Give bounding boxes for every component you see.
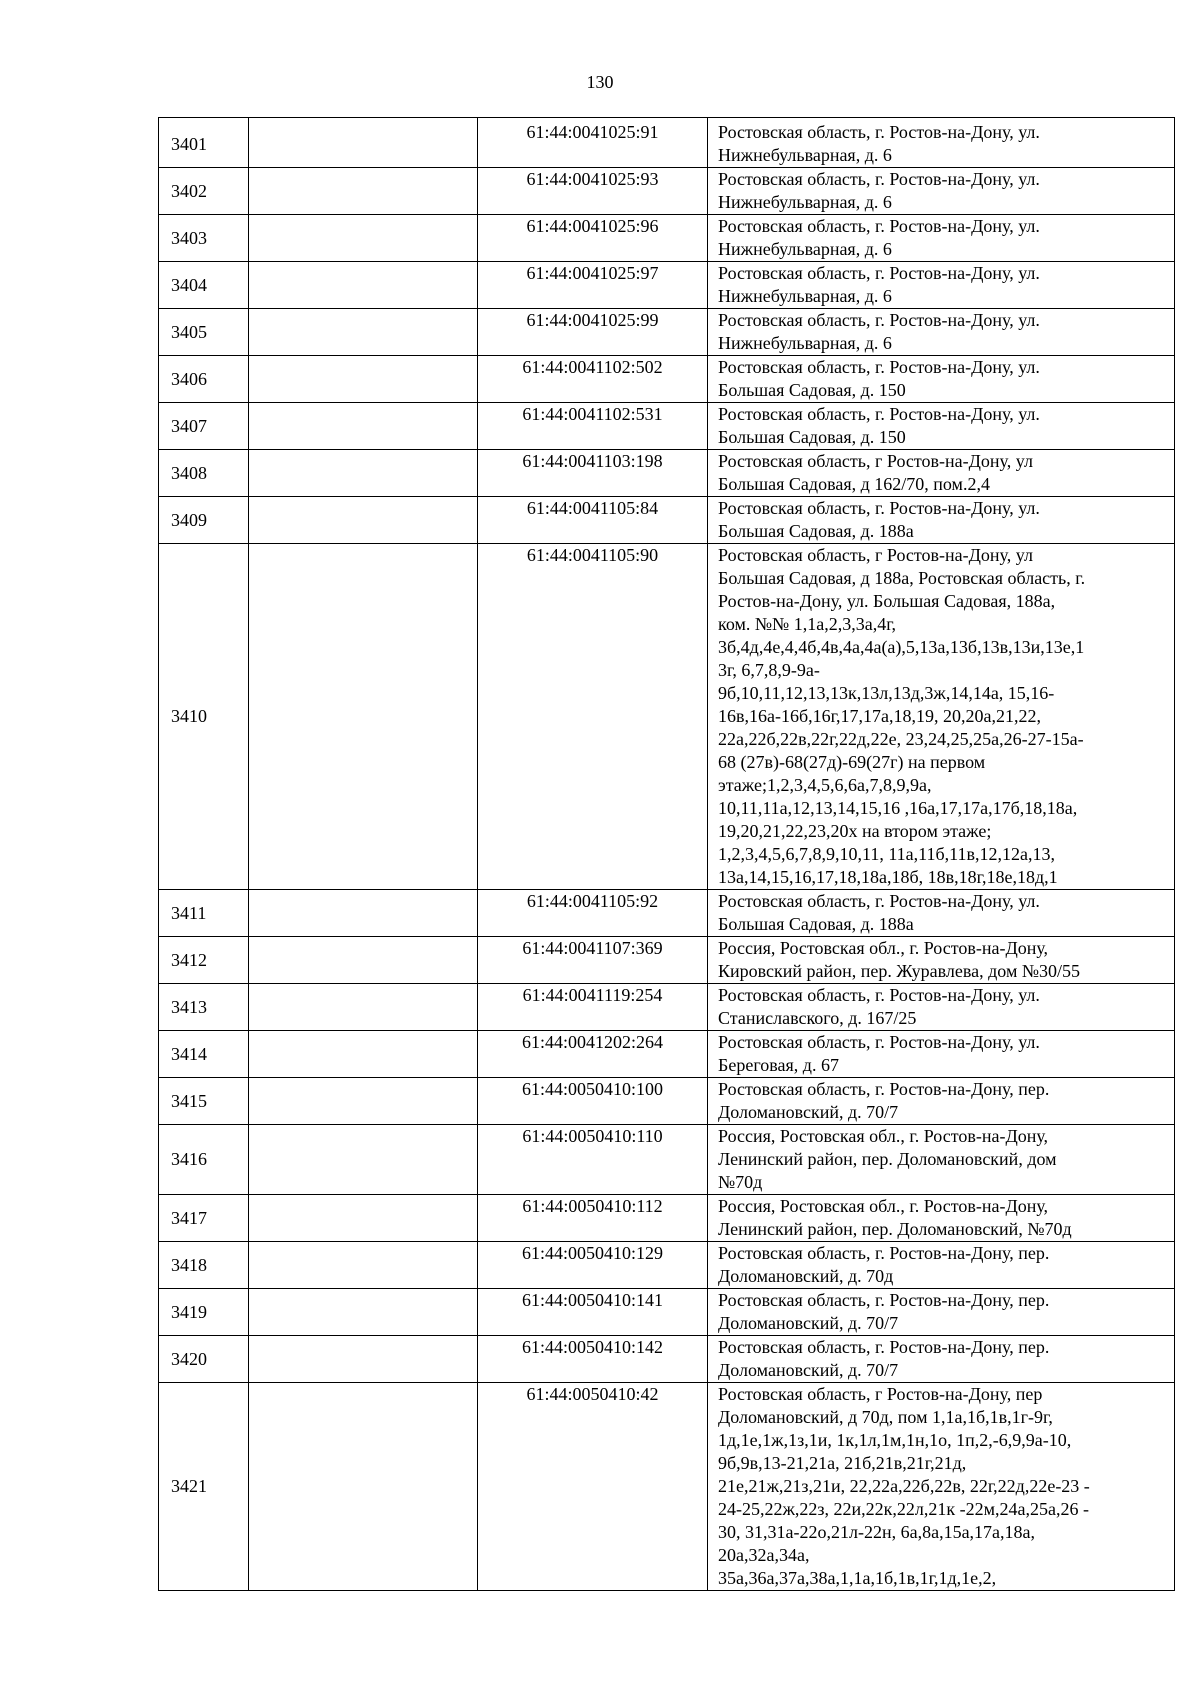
- empty-cell: [249, 497, 478, 544]
- table-row: [159, 1383, 1175, 1591]
- address-line: Ростовская область, г. Ростов-на-Дону, пер.: [718, 1243, 1050, 1263]
- address-line: Ростовская область, г. Ростов-на-Дону, ул.: [718, 985, 1040, 1005]
- address-line: Береговая, д. 67: [718, 1055, 839, 1075]
- address-cell: [708, 309, 1175, 356]
- address-line: Доломановский, д. 70д: [718, 1266, 894, 1286]
- row-number: 3401: [159, 118, 249, 168]
- address-line: Россия, Ростовская обл., г. Ростов-на-Дону,: [718, 938, 1049, 958]
- cadastral-number: 61:44:0041202:264: [478, 1031, 708, 1078]
- table-row: [159, 118, 1175, 168]
- address-line: Доломановский, д. 70/7: [718, 1360, 899, 1380]
- empty-cell: [249, 544, 478, 890]
- address-cell: [708, 215, 1175, 262]
- address-line: Ростовская область, г Ростов-на-Дону, ул: [718, 451, 1033, 471]
- row-number: 3405: [159, 309, 249, 356]
- table-row: [159, 1125, 1175, 1195]
- address-line: Россия, Ростовская обл., г. Ростов-на-Дону,: [718, 1196, 1049, 1216]
- row-number: 3411: [159, 890, 249, 937]
- row-number: 3419: [159, 1289, 249, 1336]
- row-number: 3413: [159, 984, 249, 1031]
- cadastral-number: 61:44:0041025:93: [478, 168, 708, 215]
- address-line: 19,20,21,22,23,20х на втором этаже;: [718, 821, 992, 841]
- address-line: 22а,22б,22в,22г,22д,22е, 23,24,25,25а,26-27-15а-: [718, 729, 1084, 749]
- cadastral-number: 61:44:0050410:42: [478, 1383, 708, 1591]
- cadastral-number: 61:44:0050410:142: [478, 1336, 708, 1383]
- address-line: Ростовская область, г. Ростов-на-Дону, пер.: [718, 1290, 1050, 1310]
- address-line: Ростовская область, г. Ростов-на-Дону, ул.: [718, 310, 1040, 330]
- table-row: [159, 1242, 1175, 1289]
- address-cell: [708, 403, 1175, 450]
- address-line: Ростовская область, г Ростов-на-Дону, пер: [718, 1384, 1043, 1404]
- cadastral-number: 61:44:0050410:129: [478, 1242, 708, 1289]
- page-number: 130: [586, 72, 614, 92]
- address-cell: [708, 937, 1175, 984]
- row-number: 3406: [159, 356, 249, 403]
- empty-cell: [249, 450, 478, 497]
- address-cell: [708, 1242, 1175, 1289]
- cadastral-number: 61:44:0041025:91: [478, 118, 708, 168]
- address-line: Ростовская область, г. Ростов-на-Дону, ул.: [718, 404, 1040, 424]
- address-line: Нижнебульварная, д. 6: [718, 239, 892, 259]
- address-line: Ростовская область, г. Ростов-на-Дону, ул.: [718, 891, 1040, 911]
- address-cell: [708, 1383, 1175, 1591]
- table-row: [159, 1078, 1175, 1125]
- empty-cell: [249, 1195, 478, 1242]
- row-number: 3420: [159, 1336, 249, 1383]
- cadastral-number: 61:44:0050410:110: [478, 1125, 708, 1195]
- address-line: Станиславского, д. 167/25: [718, 1008, 917, 1028]
- address-line: Большая Садовая, д 188а, Ростовская область, г.: [718, 568, 1086, 588]
- empty-cell: [249, 984, 478, 1031]
- address-line: Кировский район, пер. Журавлева, дом №30/55: [718, 961, 1081, 981]
- address-line: №70д: [718, 1172, 763, 1192]
- address-line: Нижнебульварная, д. 6: [718, 333, 892, 353]
- table-row: [159, 168, 1175, 215]
- empty-cell: [249, 1031, 478, 1078]
- empty-cell: [249, 1336, 478, 1383]
- address-cell: [708, 1289, 1175, 1336]
- address-line: Большая Садовая, д. 188а: [718, 914, 914, 934]
- address-line: Ростовская область, г. Ростов-на-Дону, ул.: [718, 216, 1040, 236]
- row-number: 3416: [159, 1125, 249, 1195]
- empty-cell: [249, 262, 478, 309]
- table-row: [159, 890, 1175, 937]
- cadastral-number: 61:44:0041105:84: [478, 497, 708, 544]
- empty-cell: [249, 937, 478, 984]
- address-line: Ростовская область, г. Ростов-на-Дону, пер.: [718, 1337, 1050, 1357]
- address-line: Ростов-на-Дону, ул. Большая Садовая, 188а,: [718, 591, 1056, 611]
- empty-cell: [249, 1383, 478, 1591]
- address-cell: [708, 1336, 1175, 1383]
- table-row: [159, 937, 1175, 984]
- address-line: 13а,14,15,16,17,18,18а,18б, 18в,18г,18е,18д,1: [718, 867, 1058, 887]
- table-row: [159, 309, 1175, 356]
- address-line: 68 (27в)-68(27д)-69(27г) на первом: [718, 752, 986, 772]
- row-number: 3410: [159, 544, 249, 890]
- table-row: [159, 403, 1175, 450]
- row-number: 3403: [159, 215, 249, 262]
- row-number: 3402: [159, 168, 249, 215]
- empty-cell: [249, 215, 478, 262]
- address-line: Ростовская область, г. Ростов-на-Дону, ул.: [718, 357, 1040, 377]
- empty-cell: [249, 1125, 478, 1195]
- address-line: Россия, Ростовская обл., г. Ростов-на-Дону,: [718, 1126, 1049, 1146]
- address-line: Доломановский, д 70д, пом 1,1а,1б,1в,1г-9г,: [718, 1407, 1053, 1427]
- address-line: Ростовская область, г. Ростов-на-Дону, ул.: [718, 1032, 1040, 1052]
- cadastral-number: 61:44:0041102:531: [478, 403, 708, 450]
- empty-cell: [249, 168, 478, 215]
- address-line: Ростовская область, г. Ростов-на-Дону, пер.: [718, 1079, 1050, 1099]
- address-line: Доломановский, д. 70/7: [718, 1102, 899, 1122]
- row-number: 3414: [159, 1031, 249, 1078]
- address-line: 30, 31,31а-22о,21л-22н, 6а,8а,15а,17а,18а,: [718, 1522, 1036, 1542]
- table-row: [159, 215, 1175, 262]
- address-line: 21е,21ж,21з,21и, 22,22а,22б,22в, 22г,22д,22е-23 -: [718, 1476, 1090, 1496]
- address-cell: [708, 118, 1175, 168]
- address-cell: [708, 262, 1175, 309]
- address-line: Большая Садовая, д. 150: [718, 380, 906, 400]
- table-row: [159, 497, 1175, 544]
- address-line: Ростовская область, г. Ростов-на-Дону, ул.: [718, 263, 1040, 283]
- address-cell: [708, 356, 1175, 403]
- cadastral-number: 61:44:0050410:112: [478, 1195, 708, 1242]
- address-line: 16в,16а-16б,16г,17,17а,18,19, 20,20а,21,22,: [718, 706, 1041, 726]
- cadastral-number: 61:44:0041119:254: [478, 984, 708, 1031]
- row-number: 3409: [159, 497, 249, 544]
- address-line: Ростовская область, г. Ростов-на-Дону, ул.: [718, 169, 1040, 189]
- address-line: Большая Садовая, д 162/70, пом.2,4: [718, 474, 990, 494]
- row-number: 3407: [159, 403, 249, 450]
- cadastral-number: 61:44:0050410:141: [478, 1289, 708, 1336]
- table-row: [159, 262, 1175, 309]
- empty-cell: [249, 118, 478, 168]
- row-number: 3421: [159, 1383, 249, 1591]
- row-number: 3415: [159, 1078, 249, 1125]
- address-line: 24-25,22ж,22з, 22и,22к,22л,21к -22м,24а,25а,26 -: [718, 1499, 1090, 1519]
- address-line: Ростовская область, г. Ростов-на-Дону, ул.: [718, 498, 1040, 518]
- table-row: [159, 544, 1175, 890]
- address-line: Ростовская область, г. Ростов-на-Дону, ул.: [718, 122, 1040, 142]
- address-line: Нижнебульварная, д. 6: [718, 192, 892, 212]
- cadastral-number: 61:44:0041107:369: [478, 937, 708, 984]
- table-row: [159, 356, 1175, 403]
- cadastral-number: 61:44:0041103:198: [478, 450, 708, 497]
- row-number: 3418: [159, 1242, 249, 1289]
- cadastral-number: 61:44:0041102:502: [478, 356, 708, 403]
- address-line: Нижнебульварная, д. 6: [718, 145, 892, 165]
- address-cell: [708, 890, 1175, 937]
- row-number: 3417: [159, 1195, 249, 1242]
- address-line: Ленинский район, пер. Доломановский, дом: [718, 1149, 1057, 1169]
- address-cell: [708, 1078, 1175, 1125]
- address-cell: [708, 544, 1175, 890]
- address-line: Нижнебульварная, д. 6: [718, 286, 892, 306]
- address-line: Большая Садовая, д. 150: [718, 427, 906, 447]
- row-number: 3408: [159, 450, 249, 497]
- address-cell: [708, 1125, 1175, 1195]
- address-line: 9б,9в,13-21,21а, 21б,21в,21г,21д,: [718, 1453, 967, 1473]
- address-cell: [708, 450, 1175, 497]
- table-row: [159, 1031, 1175, 1078]
- empty-cell: [249, 890, 478, 937]
- cadastral-number: 61:44:0041105:90: [478, 544, 708, 890]
- address-line: 10,11,11а,12,13,14,15,16 ,16а,17,17а,17б,18,18а,: [718, 798, 1078, 818]
- address-line: 20а,32а,34а,: [718, 1545, 810, 1565]
- cadastral-number: 61:44:0041025:96: [478, 215, 708, 262]
- address-line: 3б,4д,4е,4,4б,4в,4а,4а(а),5,13а,13б,13в,13и,13е,1: [718, 637, 1085, 657]
- address-cell: [708, 168, 1175, 215]
- empty-cell: [249, 1242, 478, 1289]
- address-line: этаже;1,2,3,4,5,6,6а,7,8,9,9а,: [718, 775, 932, 795]
- cadastral-number: 61:44:0041105:92: [478, 890, 708, 937]
- cadastral-table: [158, 117, 1175, 1591]
- table-row: [159, 450, 1175, 497]
- cadastral-number: 61:44:0041025:97: [478, 262, 708, 309]
- empty-cell: [249, 309, 478, 356]
- address-cell: [708, 1195, 1175, 1242]
- address-cell: [708, 1031, 1175, 1078]
- empty-cell: [249, 356, 478, 403]
- row-number: 3412: [159, 937, 249, 984]
- address-line: 1,2,3,4,5,6,7,8,9,10,11, 11а,11б,11в,12,12а,13,: [718, 844, 1055, 864]
- address-line: Ленинский район, пер. Доломановский, №70д: [718, 1219, 1072, 1239]
- address-line: Доломановский, д. 70/7: [718, 1313, 899, 1333]
- address-line: 1д,1е,1ж,1з,1и, 1к,1л,1м,1н,1о, 1п,2,-6,9,9а-10,: [718, 1430, 1072, 1450]
- cadastral-number: 61:44:0041025:99: [478, 309, 708, 356]
- address-line: 3г, 6,7,8,9-9а-: [718, 660, 820, 680]
- row-number: 3404: [159, 262, 249, 309]
- cadastral-table-body: [159, 118, 1175, 1591]
- address-line: ком. №№ 1,1а,2,3,3а,4г,: [718, 614, 897, 634]
- address-line: Большая Садовая, д. 188а: [718, 521, 914, 541]
- cadastral-number: 61:44:0050410:100: [478, 1078, 708, 1125]
- address-cell: [708, 984, 1175, 1031]
- table-row: [159, 1336, 1175, 1383]
- table-row: [159, 1195, 1175, 1242]
- address-line: 9б,10,11,12,13,13к,13л,13д,3ж,14,14а, 15,16-: [718, 683, 1055, 703]
- empty-cell: [249, 1289, 478, 1336]
- empty-cell: [249, 1078, 478, 1125]
- address-line: Ростовская область, г Ростов-на-Дону, ул: [718, 545, 1033, 565]
- table-row: [159, 1289, 1175, 1336]
- empty-cell: [249, 403, 478, 450]
- address-line: 35а,36а,37а,38а,1,1а,1б,1в,1г,1д,1е,2,: [718, 1568, 997, 1588]
- address-cell: [708, 497, 1175, 544]
- table-row: [159, 984, 1175, 1031]
